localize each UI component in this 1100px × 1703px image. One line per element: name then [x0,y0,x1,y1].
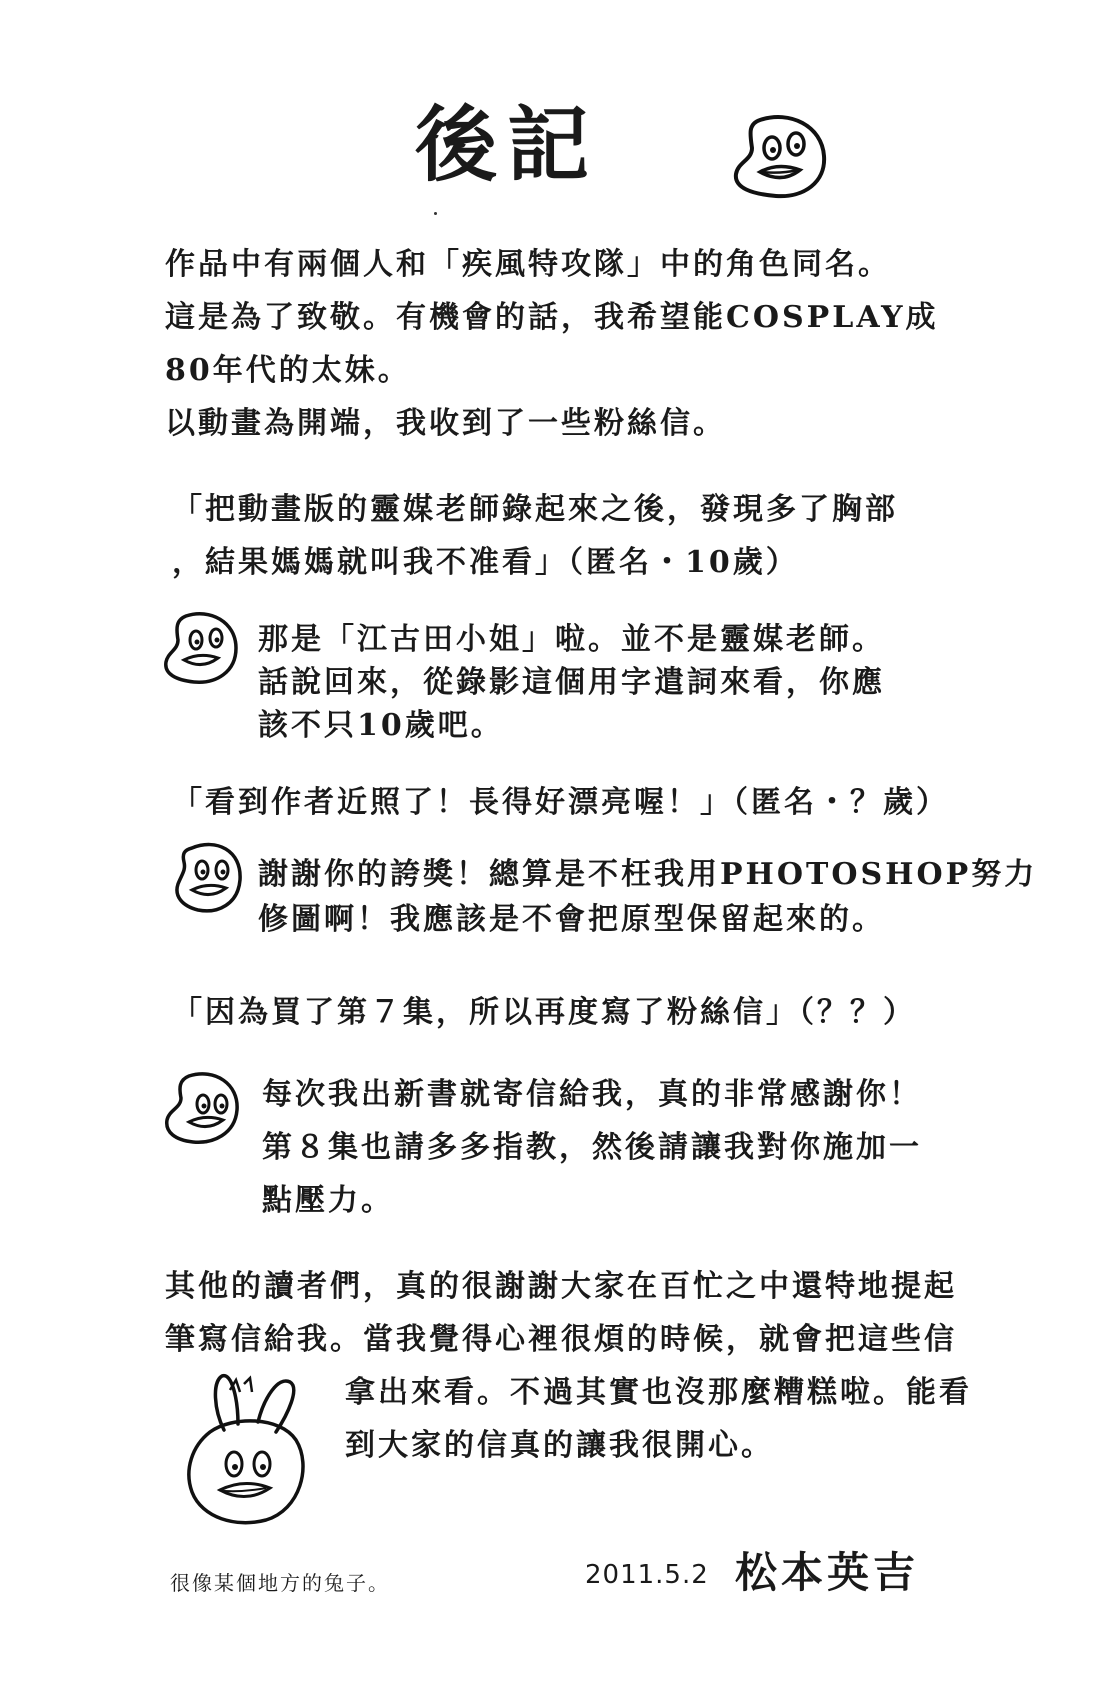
fan-letter-line: 「把動畫版的靈媒老師錄起來之後，發現多了胸部 [172,492,898,527]
closing-line: 其他的讀者們，真的很謝謝大家在百忙之中還特地提起 [165,1269,957,1304]
intro-line: 這是為了致敬。有機會的話，我希望能COSPLAY成 [165,300,939,335]
fan-letter-line: 「因為買了第７集，所以再度寫了粉絲信」（？？） [172,995,916,1030]
intro-line: 作品中有兩個人和「疾風特攻隊」中的角色同名。 [165,247,891,282]
page-title: 後記 [415,98,600,193]
reply-line: 點壓力。 [262,1183,394,1218]
rabbit-caption: 很像某個地方的兔子。 [170,1571,390,1595]
reply-line: 該不只10歲吧。 [258,708,504,743]
mascot-head-icon [162,610,240,686]
intro-line: 以動畫為開端，我收到了一些粉絲信。 [165,406,726,441]
rabbit-doodle-icon [180,1370,320,1530]
ink-dot [434,212,437,215]
reply-line: 第８集也請多多指教，然後請讓我對你施加一 [262,1130,922,1165]
reply-line: 修圖啊！我應該是不會把原型保留起來的。 [258,902,885,937]
closing-line: 筆寫信給我。當我覺得心裡很煩的時候，就會把這些信 [165,1322,957,1357]
signature-date: 2011.5.2 [585,1560,709,1590]
intro-line: 80年代的太妹。 [165,353,411,388]
reply-line: 每次我出新書就寄信給我，真的非常感謝你！ [262,1077,922,1112]
mascot-head-icon [163,1070,243,1146]
fan-letter-line: 「看到作者近照了！長得好漂亮喔！」（匿名・？歲） [172,785,949,820]
fan-letter-line: ，結果媽媽就叫我不准看」（匿名・10歲） [172,545,799,580]
reply-line: 那是「江古田小姐」啦。並不是靈媒老師。 [258,622,885,657]
reply-line: 謝謝你的誇獎！總算是不枉我用PHOTOSHOP努力 [258,857,1038,892]
mascot-head-icon [172,840,244,916]
reply-line: 話說回來，從錄影這個用字遣詞來看，你應 [258,665,885,700]
closing-line: 拿出來看。不過其實也沒那麼糟糕啦。能看 [345,1375,972,1410]
closing-line: 到大家的信真的讓我很開心。 [345,1428,774,1463]
author-signature: 松本英吉 [735,1548,920,1597]
mascot-head-icon [730,112,830,202]
